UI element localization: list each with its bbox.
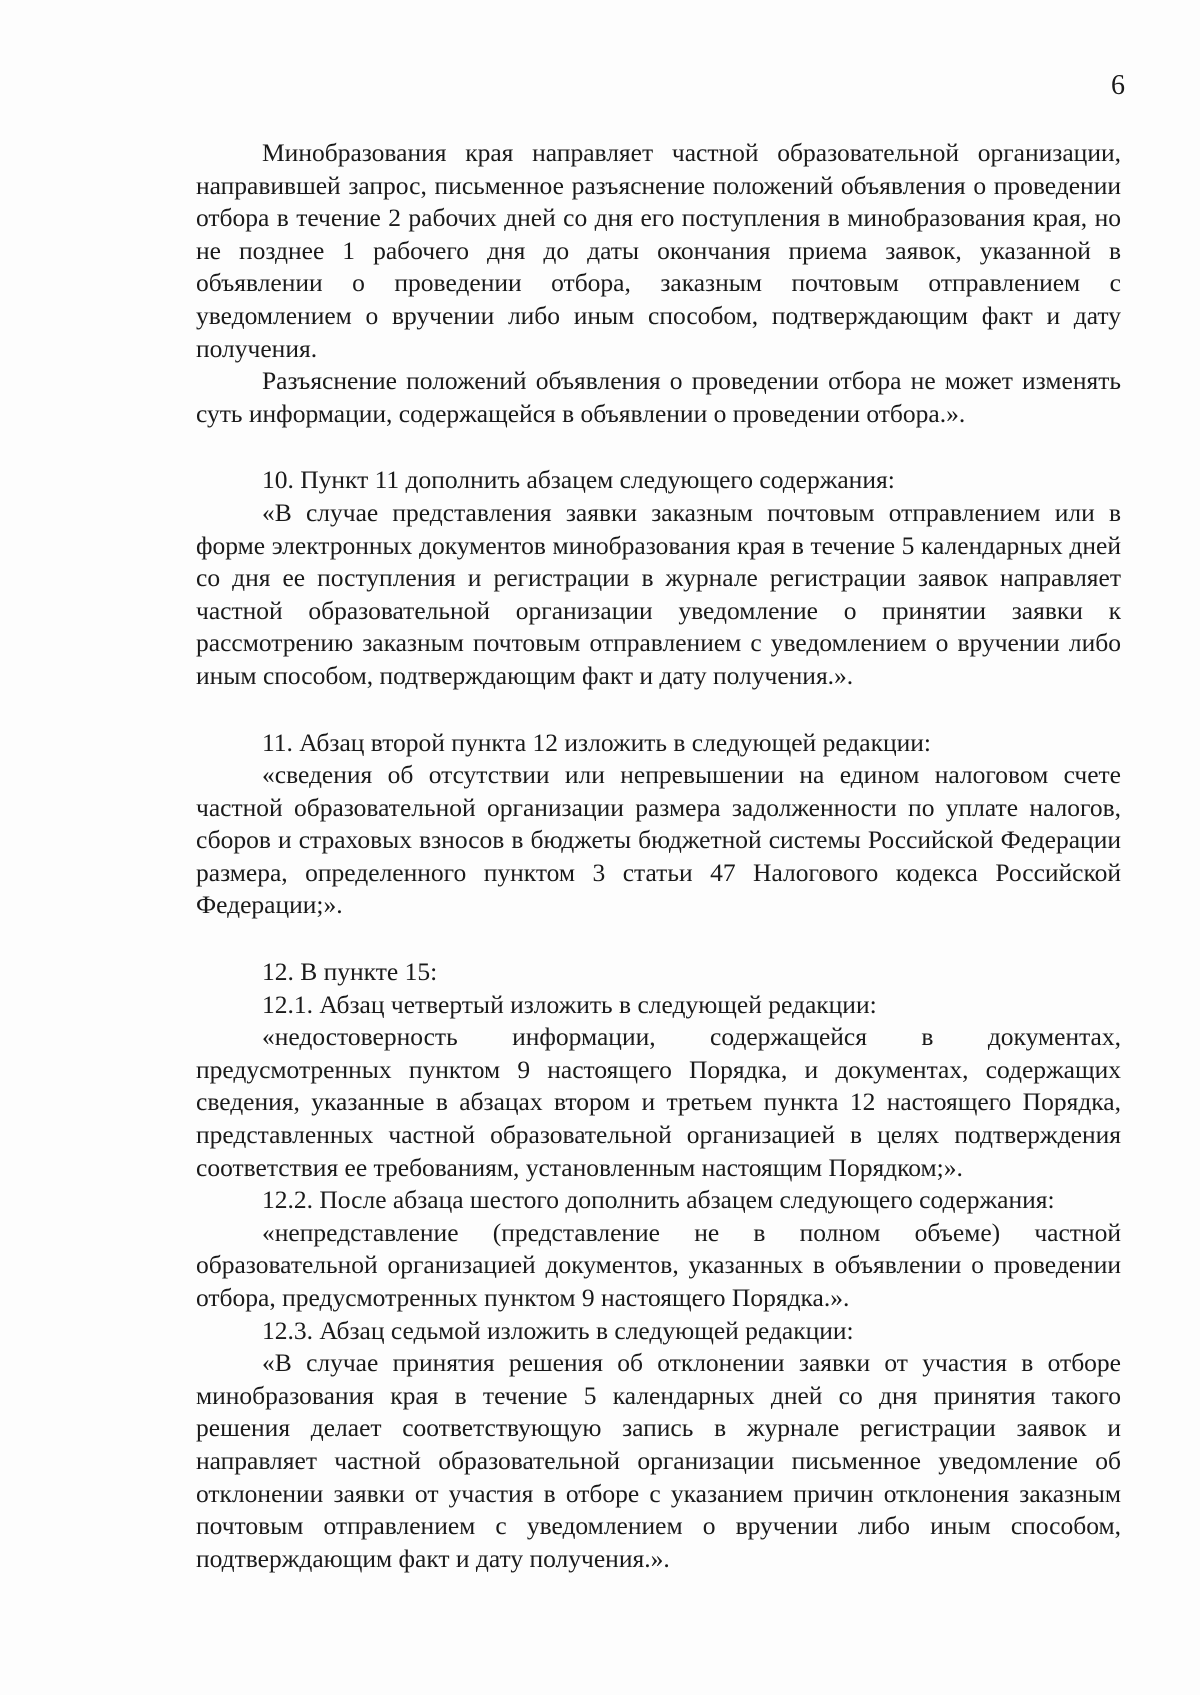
item-12-1-heading: 12.1. Абзац четвертый изложить в следующей редакции: [262, 989, 877, 1019]
item-12-3-heading: 12.3. Абзац седьмой изложить в следующей редакции: [262, 1315, 854, 1345]
item-12-3-text: «В случае принятия решения об отклонении заявки от участия в отборе минобразования края в течение 5 календарных дней со дня принятия такого решения делает соответствующую запись в журнале регистрации заявок и направляет частной образовательной организации письменное уведомление об отклонении заявки от участия в отборе с указанием причин отклонения заказным почтовым отправлением с уведомлением о вручении либо иным способом, подтверждающим факт и дату получения.». [196, 1348, 1121, 1573]
item-12-heading: 12. В пункте 15: [262, 957, 438, 987]
page-number: 6 [1111, 70, 1125, 101]
item-12-2-heading: 12.2. После абзаца шестого дополнить абзацем следующего содержания: [262, 1185, 1055, 1215]
item-12-2-text: «непредставление (представление не в полном объеме) частной образовательной организацией документов, указанных в объявлении о проведении отбора, предусмотренных пунктом 9 настоящего Порядка.». [196, 1217, 1121, 1312]
item-10-heading: 10. Пункт 11 дополнить абзацем следующего содержания: [262, 465, 895, 495]
document-body [196, 137, 1121, 1575]
item-12-1-text: «недостоверность информации, содержащейся в документах, предусмотренных пунктом 9 настоящего Порядка, и документах, содержащих сведения, указанные в абзацах втором и третьем пункта 12 настоящего Порядка, представленных частной образовательной организацией в целях подтверждения соответствия ее требованиям, установленным настоящим Порядком;». [196, 1022, 1121, 1182]
item-11-heading: 11. Абзац второй пункта 12 изложить в следующей редакции: [262, 727, 932, 757]
section-gap [196, 430, 1121, 464]
paragraph-clarification-limit: Разъяснение положений объявления о проведении отбора не может изменять суть информации, содержащейся в объявлении о проведении отбора.». [196, 366, 1121, 428]
item-10-text: «В случае представления заявки заказным почтовым отправлением или в форме электронных документов минобразования края в течение 5 календарных дней со дня ее поступления и регистрации в журнале регистрации заявок направляет частной образовательной организации уведомление о принятии заявки к рассмотрению заказным почтовым отправлением с уведомлением о вручении либо иным способом, подтверждающим факт и дату получения.». [196, 497, 1121, 690]
paragraph-clarification: Минобразования края направляет частной образовательной организации, направившей запрос, письменное разъяснение положений объявления о проведении отбора в течение 2 рабочих дней со дня его поступления в минобразования края, но не позднее 1 рабочего дня до даты окончания приема заявок, указанной в объявлении о проведении отбора, заказным почтовым отправлением с уведомлением о вручении либо иным способом, подтверждающим факт и дату получения. [196, 138, 1121, 363]
section-gap [196, 693, 1121, 727]
item-11-text: «сведения об отсутствии или непревышении на едином налоговом счете частной образовательной организации размера задолженности по уплате налогов, сборов и страховых взносов в бюджеты бюджетной системы Российской Федерации размера, определенного пунктом 3 статьи 47 Налогового кодекса Российской Федерации;». [196, 760, 1121, 920]
section-gap [196, 922, 1121, 956]
